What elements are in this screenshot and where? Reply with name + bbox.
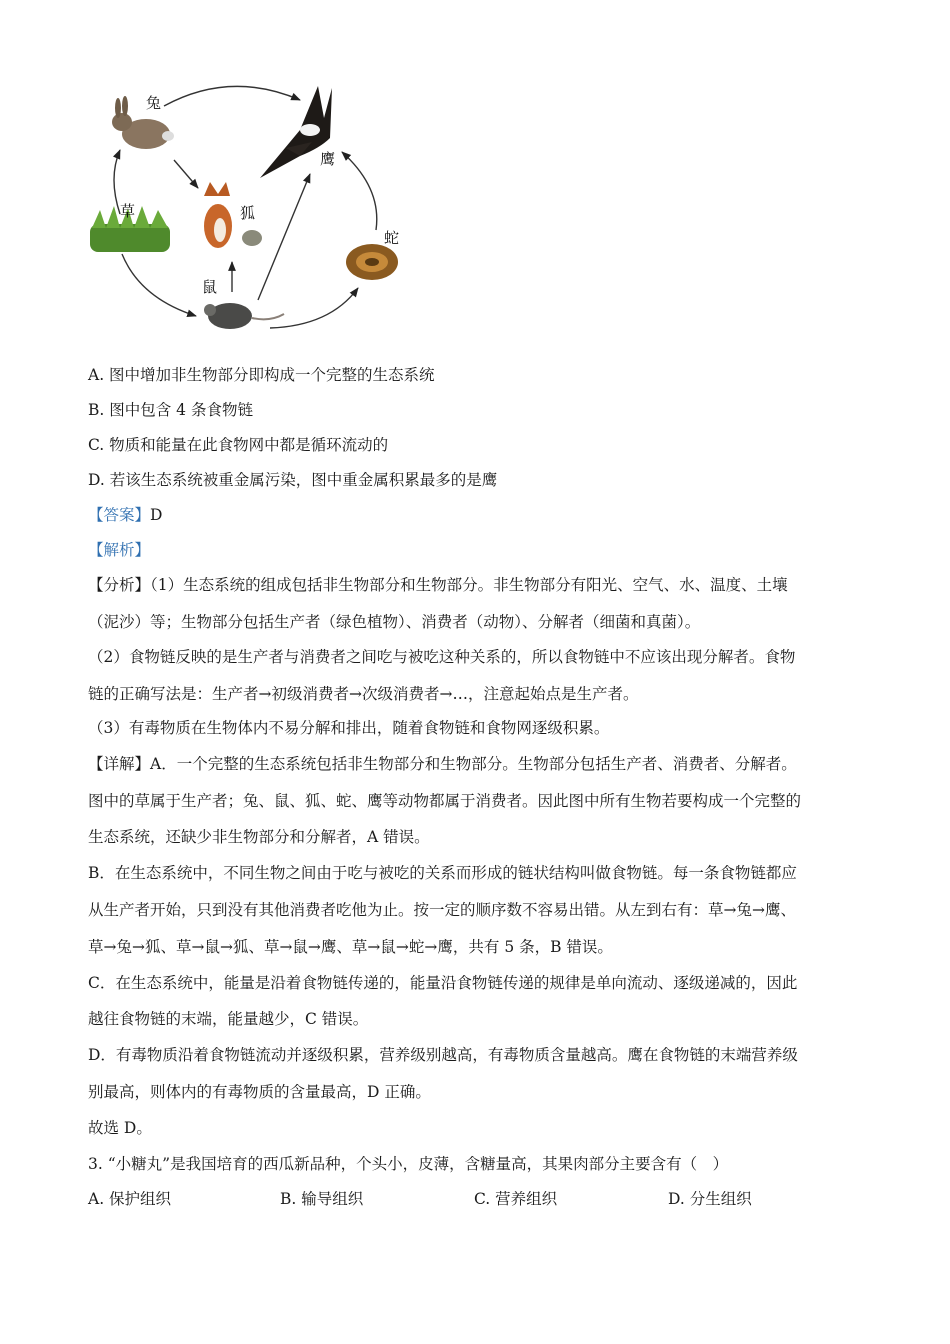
arrow-rabbit-fox: [174, 160, 198, 188]
question-3-choice-d: D. 分生组织: [668, 1190, 752, 1208]
answer-tag: 【答案】: [88, 506, 151, 524]
label-eagle: 鹰: [320, 150, 336, 168]
detail-line: 从生产者开始，只到没有其他消费者吃他为止。按一定的顺序数不容易出错。从左到右有：草→兔→鹰、: [88, 901, 796, 919]
question-3-choice-c: C. 营养组织: [474, 1190, 558, 1208]
detail-line: 生态系统，还缺少非生物部分和分解者，A 错误。: [88, 828, 430, 846]
mouse-illustration: [204, 303, 284, 329]
arrow-grass-mouse: [122, 254, 196, 316]
arrow-mouse-eagle: [258, 174, 310, 300]
option-a: A. 图中增加非生物部分即构成一个完整的生态系统: [88, 366, 435, 384]
analysis-line: （2）食物链反映的是生产者与消费者之间吃与被吃这种关系的，所以食物链中不应该出现分解者。食物: [88, 648, 796, 666]
snake-illustration: [346, 244, 398, 280]
detail-line: D．有毒物质沿着食物链流动并逐级积累，营养级别越高，有毒物质含量越高。鹰在食物链的末端营养级: [88, 1046, 798, 1064]
label-fox: 狐: [240, 204, 256, 222]
label-mouse: 鼠: [202, 278, 218, 296]
detail-line: 别最高，则体内的有毒物质的含量最高，D 正确。: [88, 1083, 431, 1101]
option-d: D. 若该生态系统被重金属污染，图中重金属积累最多的是鹰: [88, 471, 498, 489]
answer-line: [88, 504, 162, 526]
food-web-figure: [80, 78, 440, 340]
option-c: C. 物质和能量在此食物网中都是循环流动的: [88, 436, 389, 454]
option-b: B. 图中包含 4 条食物链: [88, 401, 253, 419]
analysis-line: （3）有毒物质在生物体内不易分解和排出，随着食物链和食物网逐级积累。: [88, 719, 610, 737]
arrow-rabbit-eagle: [164, 86, 300, 106]
answer-value: D: [150, 506, 163, 524]
analysis-line: （泥沙）等；生物部分包括生产者（绿色植物）、消费者（动物）、分解者（细菌和真菌）。: [88, 613, 701, 631]
analysis-line: 链的正确写法是：生产者→初级消费者→次级消费者→…，注意起始点是生产者。: [88, 685, 639, 703]
arrow-snake-eagle: [342, 152, 377, 230]
rabbit-illustration: [112, 96, 174, 149]
arrow-mouse-snake: [270, 288, 358, 328]
label-grass: 草: [120, 202, 136, 220]
detail-line: 【详解】A．一个完整的生态系统包括非生物部分和生物部分。生物部分包括生产者、消费者、分解者。: [88, 755, 797, 773]
conclusion-line: 故选 D。: [88, 1119, 152, 1137]
analysis-tag: 【解析】: [88, 541, 151, 559]
detail-line: 图中的草属于生产者；兔、鼠、狐、蛇、鹰等动物都属于消费者。因此图中所有生物若要构成一个完整的: [88, 792, 802, 810]
question-3-choice-b: B. 输导组织: [280, 1190, 364, 1208]
label-snake: 蛇: [384, 229, 400, 247]
label-rabbit: 兔: [146, 94, 162, 112]
analysis-line: 【分析】（1）生态系统的组成包括非生物部分和生物部分。非生物部分有阳光、空气、水、温度、土壤: [88, 576, 788, 594]
question-3-stem: 3. “小糖丸”是我国培育的西瓜新品种，个头小，皮薄，含糖量高，其果肉部分主要含有（ ）: [88, 1155, 729, 1173]
detail-line: C．在生态系统中，能量是沿着食物链传递的，能量沿食物链传递的规律是单向流动、逐级递减的，因此: [88, 974, 798, 992]
detail-line: B．在生态系统中，不同生物之间由于吃与被吃的关系而形成的链状结构叫做食物链。每一条食物链都应: [88, 864, 797, 882]
question-3-choice-a: A. 保护组织: [88, 1190, 172, 1208]
detail-line: 越往食物链的末端，能量越少，C 错误。: [88, 1010, 369, 1028]
detail-line: 草→兔→狐、草→鼠→狐、草→鼠→鹰、草→鼠→蛇→鹰，共有 5 条，B 错误。: [88, 938, 613, 956]
